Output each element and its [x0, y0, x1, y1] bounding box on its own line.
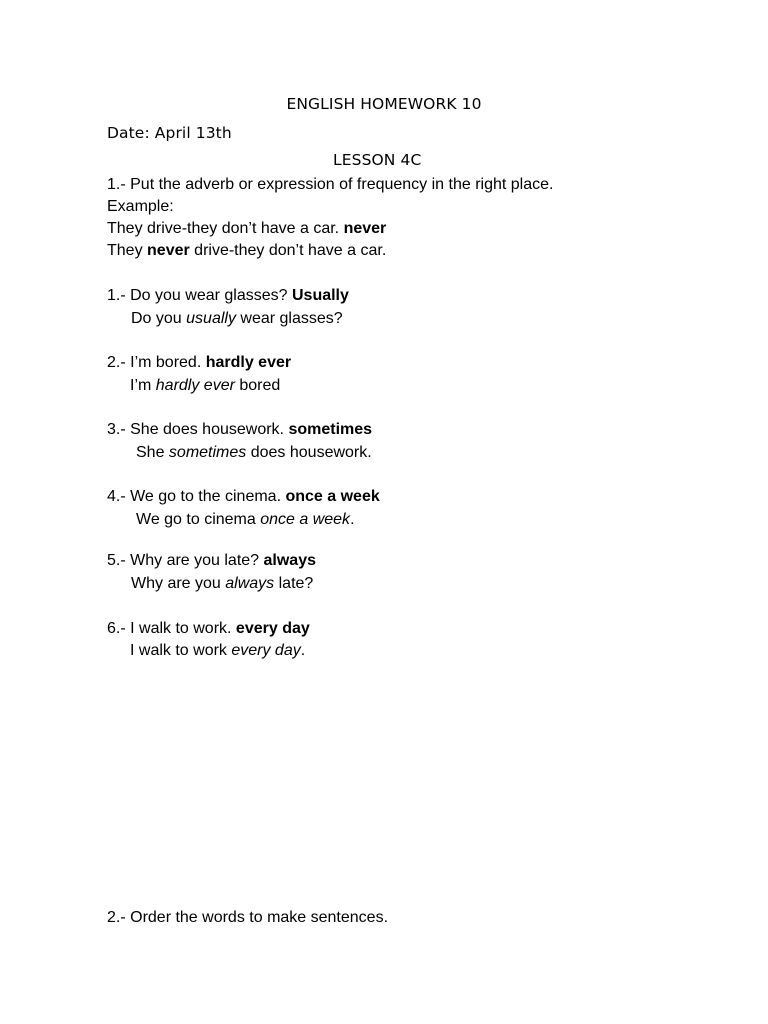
- item-1-answer-pre: Do you: [131, 310, 187, 327]
- item-3-question: [107, 420, 372, 440]
- item-5-question-text: 5.- Why are you late?: [107, 552, 264, 569]
- lesson-heading: LESSON 4C: [333, 151, 422, 169]
- item-4-answer-pre: We go to cinema: [136, 511, 261, 528]
- item-6-answer: [130, 641, 305, 661]
- item-2-question-text: 2.- I’m bored.: [107, 354, 206, 371]
- exercise1-instruction: 1.- Put the adverb or expression of frequency in the right place.: [107, 176, 554, 193]
- item-4-answer: [136, 510, 355, 530]
- example-answer-post: drive-they don’t have a car.: [189, 242, 387, 259]
- item-6-question-text: 6.- I walk to work.: [107, 620, 236, 637]
- example-answer-pre: They: [107, 242, 148, 259]
- item-6-keyword: every day: [235, 620, 310, 637]
- example-question: [107, 219, 386, 239]
- example-answer: [107, 241, 386, 261]
- item-4-question-text: 4.- We go to the cinema.: [107, 488, 286, 505]
- item-6-answer-post: .: [300, 642, 306, 659]
- item-1-question-text: 1.- Do you wear glasses?: [107, 287, 292, 304]
- item-6-answer-pre: I walk to work: [130, 642, 232, 659]
- item-4-keyword: once a week: [285, 488, 380, 505]
- item-2-keyword: hardly ever: [205, 354, 292, 371]
- date-line: Date: April 13th: [107, 124, 232, 142]
- item-5-question: [107, 551, 316, 571]
- item-4-answer-post: .: [350, 511, 355, 528]
- item-6-answer-keyword: every day: [231, 642, 301, 659]
- item-3-answer-pre: She: [136, 444, 169, 461]
- item-5-answer-keyword: always: [225, 575, 275, 592]
- example-question-keyword: never: [343, 220, 387, 237]
- item-3-answer-post: does housework.: [246, 444, 372, 461]
- item-2-answer-pre: I’m: [130, 377, 156, 394]
- item-2-question: [107, 353, 291, 373]
- item-1-answer-keyword: usually: [186, 310, 236, 327]
- page-title: ENGLISH HOMEWORK 10: [286, 95, 482, 113]
- item-5-answer-post: late?: [274, 575, 314, 592]
- item-1-answer-post: wear glasses?: [235, 310, 343, 327]
- item-1-keyword: Usually: [291, 287, 349, 304]
- item-4-answer-keyword: once a week: [260, 511, 351, 528]
- example-answer-keyword: never: [147, 242, 190, 259]
- item-6-question: [107, 619, 310, 639]
- item-5-answer: [131, 574, 313, 594]
- example-question-text: They drive-they don’t have a car.: [107, 220, 344, 237]
- item-2-answer-keyword: hardly ever: [155, 377, 235, 394]
- exercise2-instruction: 2.- Order the words to make sentences.: [107, 909, 389, 926]
- item-4-question: [107, 487, 380, 507]
- item-5-keyword: always: [263, 552, 316, 569]
- item-3-question-text: 3.- She does housework.: [107, 421, 289, 438]
- item-5-answer-pre: Why are you: [131, 575, 226, 592]
- item-1-answer: [131, 309, 343, 329]
- item-3-answer: [136, 443, 372, 463]
- item-2-answer: [130, 376, 280, 396]
- example-label: Example:: [107, 198, 174, 215]
- item-2-answer-post: bored: [234, 377, 281, 394]
- item-1-question: [107, 286, 349, 306]
- item-3-keyword: sometimes: [288, 421, 373, 438]
- item-3-answer-keyword: sometimes: [168, 444, 247, 461]
